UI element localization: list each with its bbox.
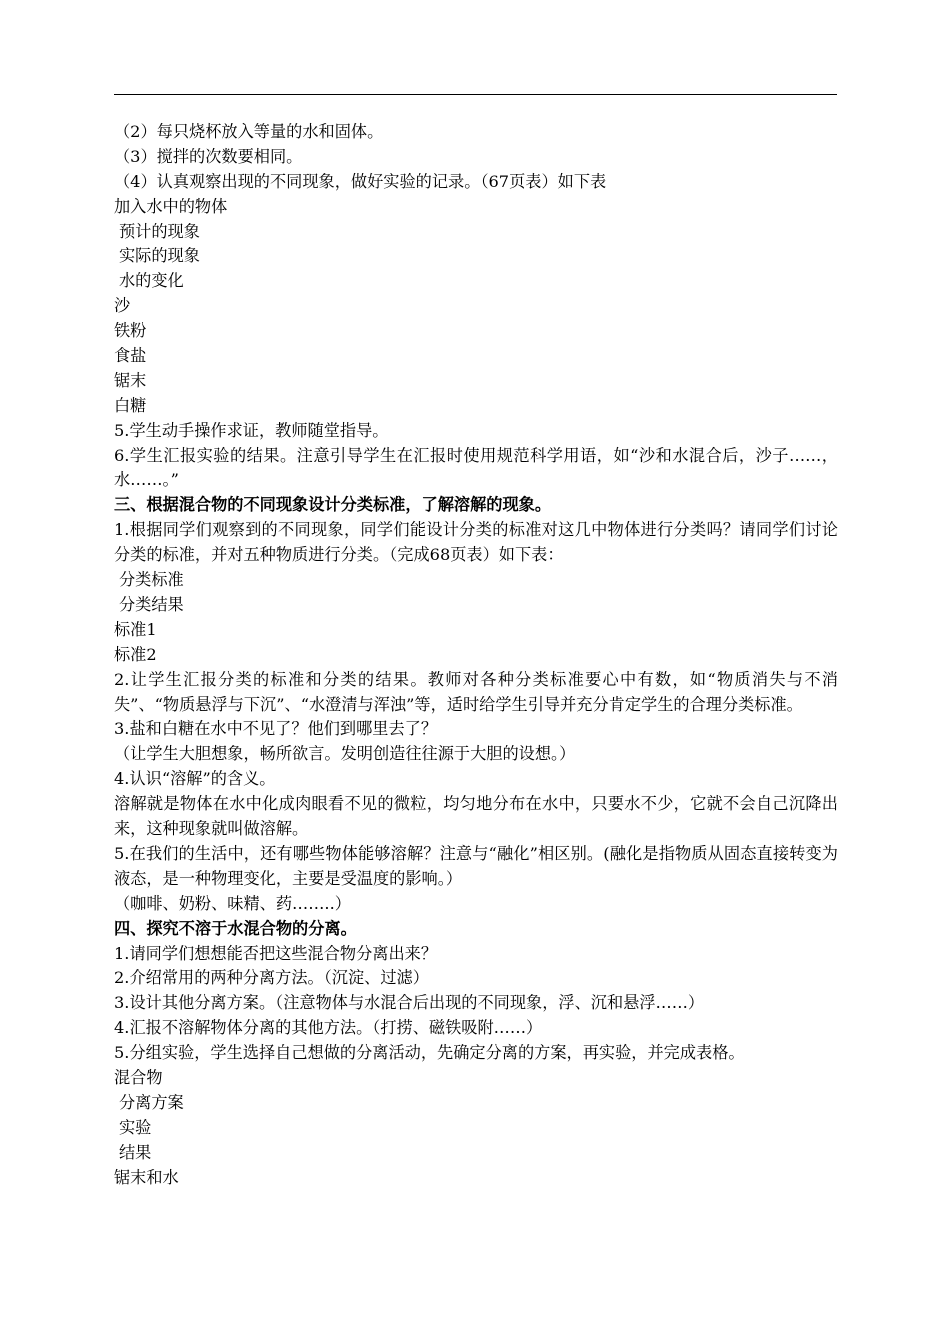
table-header-cell: 实际的现象 (119, 246, 200, 266)
header-rule (114, 94, 837, 95)
section-heading: 四、探究不溶于水混合物的分离。 (114, 918, 357, 938)
text-line: 3.盐和白糖在水中不见了？他们到哪里去了？ (114, 719, 438, 739)
table-header-cell: 分类标准 (119, 570, 184, 590)
table-row-label: 锯末 (114, 370, 147, 390)
text-line: 2.介绍常用的两种分离方法。（沉淀、过滤） (114, 968, 429, 988)
paragraph: 6.学生汇报实验的结果。注意引导学生在汇报时使用规范科学用语，如“沙和水混合后，沙子……，水……。” (114, 445, 838, 490)
text-line: 5.分组实验，学生选择自己想做的分离活动，先确定分离的方案，再实验，并完成表格。 (114, 1043, 745, 1063)
table-row-label: 标准2 (114, 644, 157, 664)
text-line: 4.认识“溶解”的含义。 (114, 769, 276, 789)
section-heading: 三、根据混合物的不同现象设计分类标准，了解溶解的现象。 (114, 495, 552, 515)
paragraph: 1.根据同学们观察到的不同现象，同学们能设计分类的标准对这几中物体进行分类吗？请同学们讨论分类的标准，并对五种物质进行分类。（完成68页表）如下表： (114, 520, 838, 565)
text-line: （2）每只烧杯放入等量的水和固体。 (114, 122, 384, 141)
table-header-cell: 混合物 (114, 1068, 163, 1087)
table-row-label: 食盐 (114, 346, 147, 366)
paragraph: 5.在我们的生活中，还有哪些物体能够溶解？注意与“融化”相区别。(融化是指物质从固态直接转变为液态，是一种物理变化，主要是受温度的影响。） (114, 843, 838, 888)
text-line: （3）搅拌的次数要相同。 (114, 146, 303, 166)
table-row-label: 标准1 (114, 619, 157, 639)
text-line: （让学生大胆想象，畅所欲言。发明创造往往源于大胆的设想。） (114, 744, 576, 764)
text-line: （咖啡、奶粉、味精、药……..） (114, 893, 351, 913)
text-line: 3.设计其他分离方案。（注意物体与水混合后出现的不同现象，浮、沉和悬浮……） (114, 993, 705, 1013)
table-row-label: 沙 (114, 296, 131, 316)
table-header-cell: 预计的现象 (119, 221, 200, 241)
table-header-cell: 分类结果 (119, 594, 184, 614)
paragraph: 2.让学生汇报分类的标准和分类的结果。教师对各种分类标准要心中有数，如“物质消失与不消失”、“物质悬浮与下沉”、“水澄清与浑浊”等，适时给学生引导并充分肯定学生的合理分类标准。 (114, 669, 838, 714)
table-header-cell: 结果 (119, 1142, 152, 1162)
table-header-cell: 水的变化 (119, 271, 184, 291)
table-row-label: 铁粉 (114, 321, 147, 341)
table-row-label: 锯末和水 (114, 1167, 179, 1187)
text-line: 5.学生动手操作求证，教师随堂指导。 (114, 420, 389, 440)
table-header-cell: 分离方案 (119, 1092, 184, 1112)
table-header-cell: 加入水中的物体 (114, 196, 228, 216)
text-line: 1.请同学们想想能否把这些混合物分离出来？ (114, 943, 438, 963)
text-line: （4）认真观察出现的不同现象，做好实验的记录。（67页表）如下表 (114, 171, 607, 191)
table-header-cell: 实验 (119, 1117, 152, 1137)
paragraph: 溶解就是物体在水中化成肉眼看不见的微粒，均匀地分布在水中，只要水不少，它就不会自己沉降出来，这种现象就叫做溶解。 (114, 794, 838, 839)
document-body (114, 120, 838, 1190)
table-row-label: 白糖 (114, 395, 147, 415)
text-line: 4.汇报不溶解物体分离的其他方法。（打捞、磁铁吸附……） (114, 1018, 543, 1038)
